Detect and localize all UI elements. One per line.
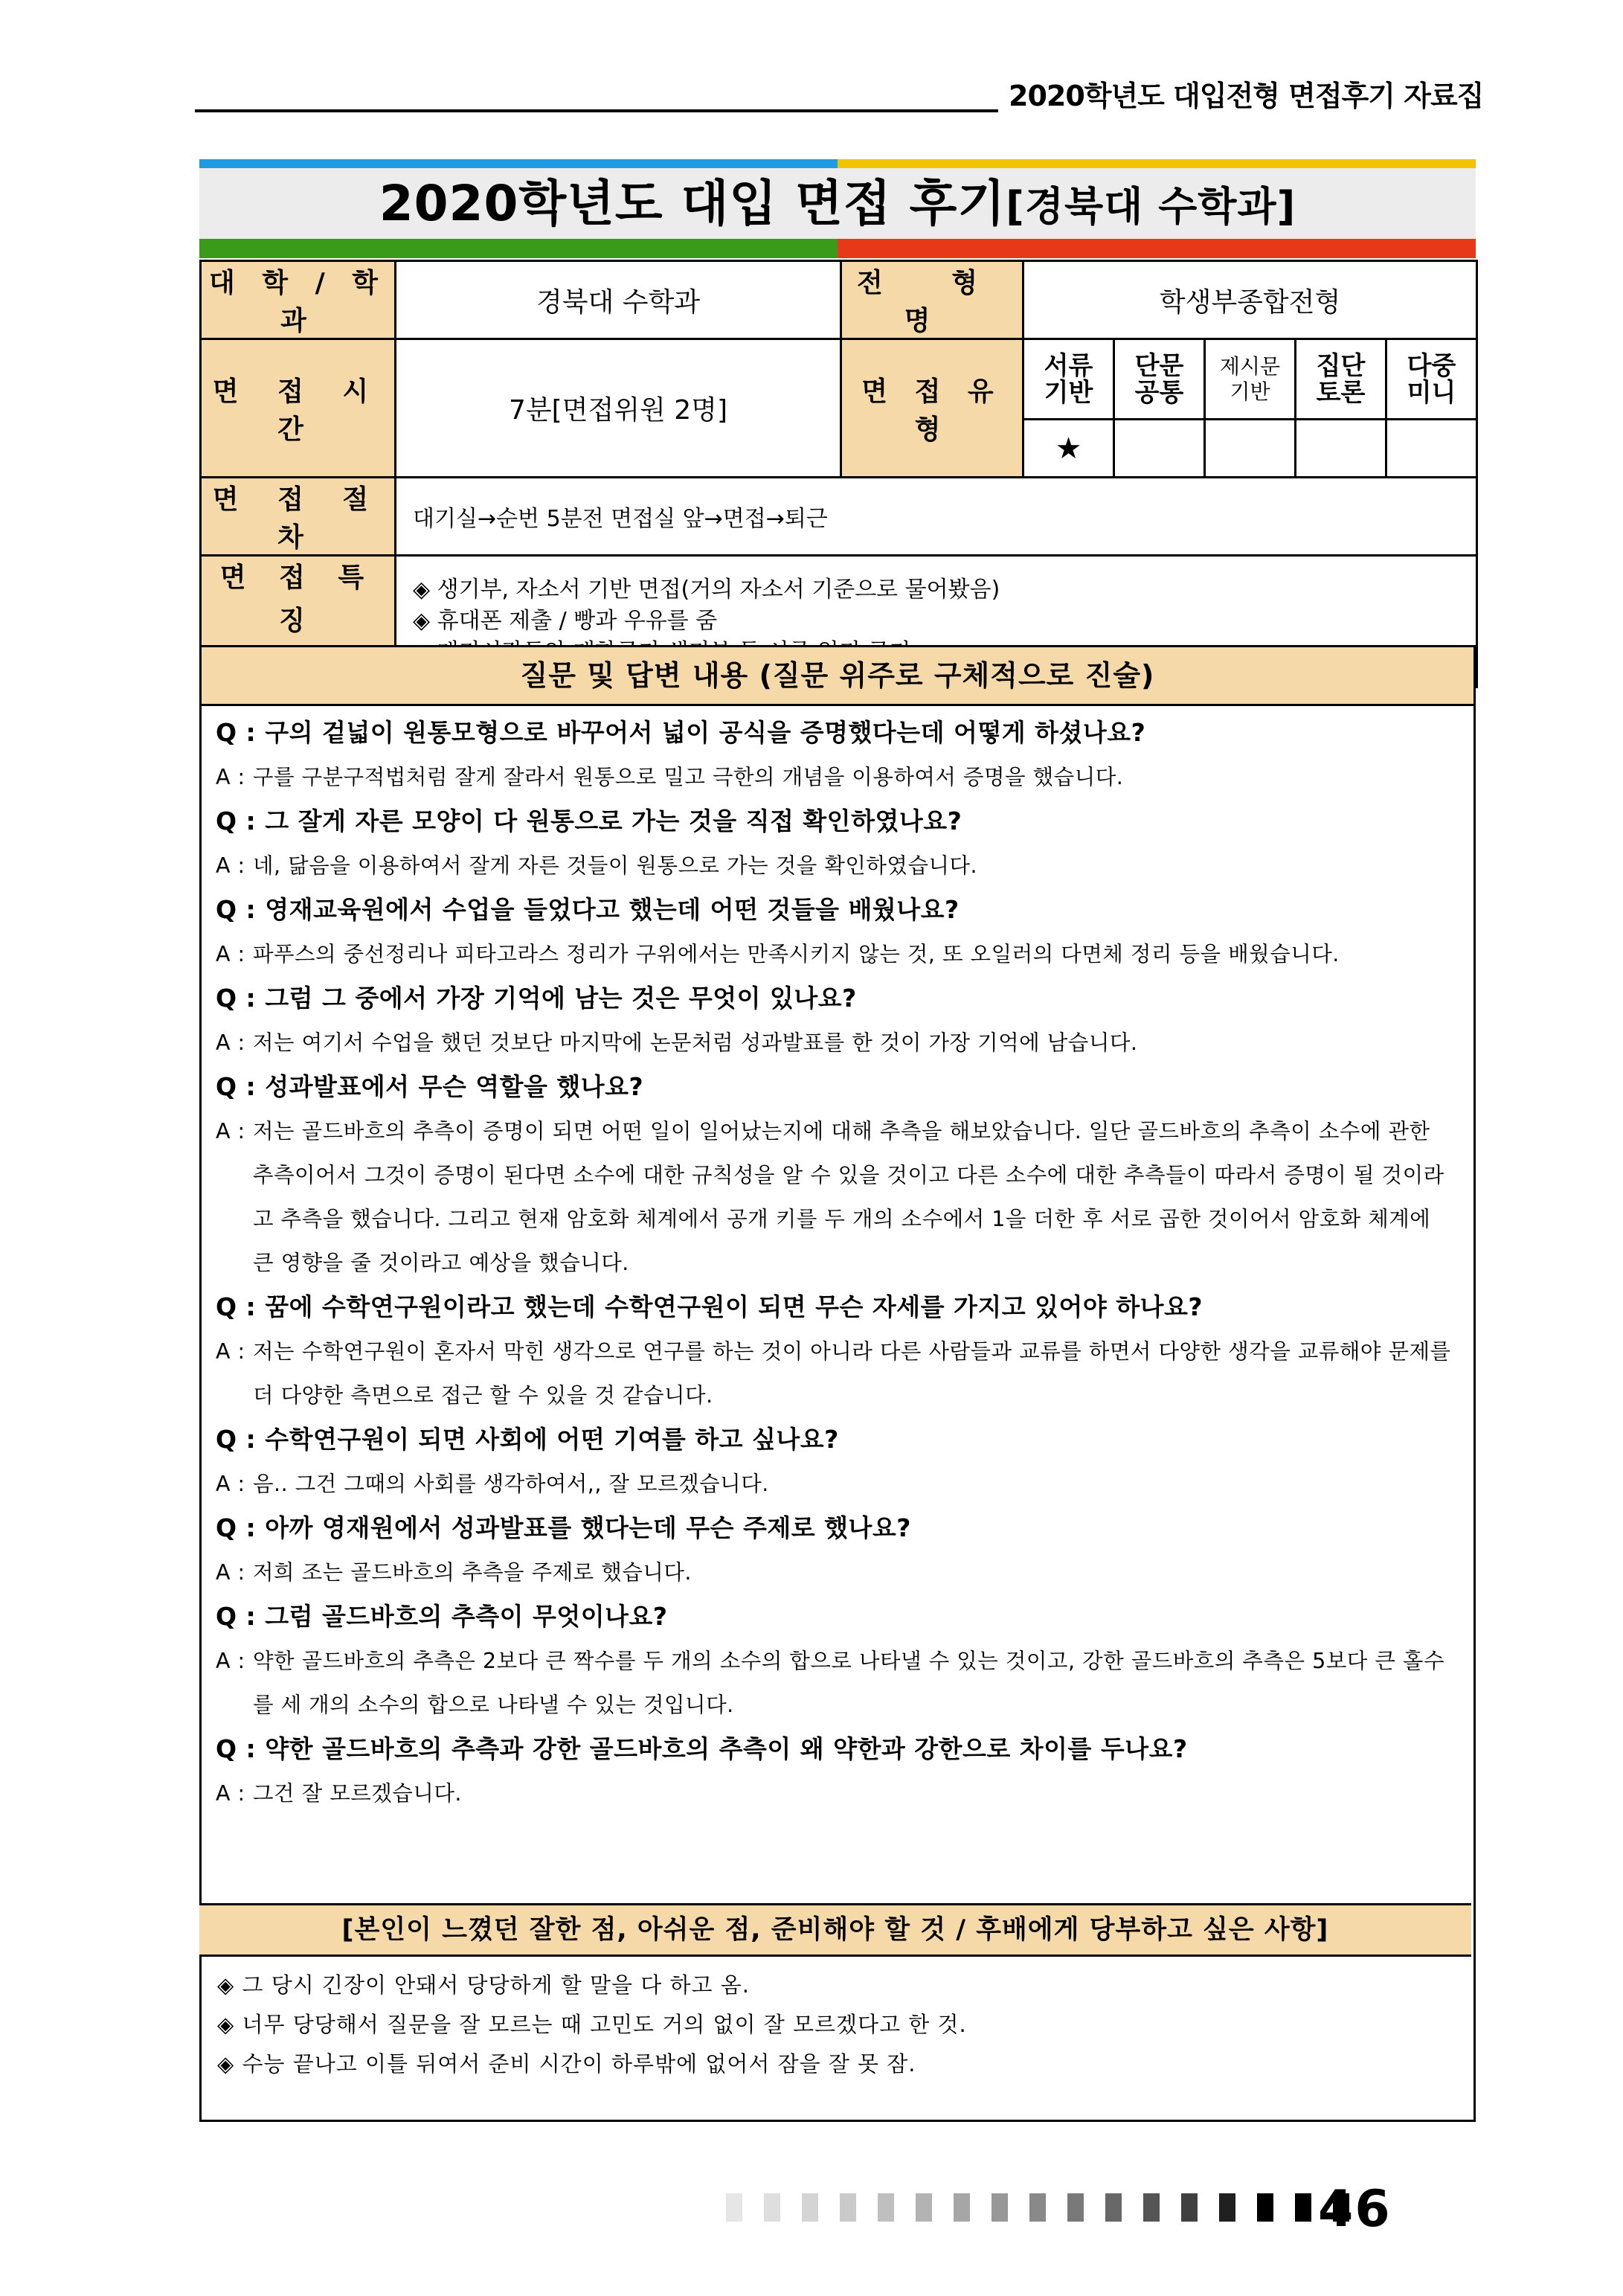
title-band-top <box>199 159 1476 168</box>
reflection-item: ◈ 그 당시 긴장이 안돼서 당당하게 할 말을 다 하고 옴. <box>217 1972 750 1998</box>
page-bar <box>954 2193 970 2222</box>
answer <box>216 1771 1458 1815</box>
answer-text: 저는 수학연구원이 혼자서 막힌 생각으로 연구를 하는 것이 아니라 다른 사람들과 교류를 하면서 다양한 생각을 교류해야 문제를 더 다양한 측면으로 접근 할 수 있을 것 같습니다. <box>253 1339 1451 1408</box>
answer-text: 약한 골드바흐의 추측은 2보다 큰 짝수를 두 개의 소수의 합으로 나타낼 수 있는 것이고, 강한 골드바흐의 추측은 5보다 큰 홀수를 세 개의 소수의 합으로 나타낼 수 있는 것입니다. <box>253 1649 1444 1717</box>
question: Q : 꿈에 수학연구원이라고 했는데 수학연구원이 되면 무슨 자세를 가지고 있어야 하나요? <box>216 1292 1203 1321</box>
type-multi-mini: 다중 미니 <box>1386 339 1477 420</box>
answer-prefix: A : <box>216 1030 245 1055</box>
reflection-item: ◈ 수능 끝나고 이틀 뒤여서 준비 시간이 하루밖에 없어서 잠을 잘 못 잠. <box>217 2051 916 2077</box>
answer <box>216 1021 1458 1065</box>
qa-heading: 질문 및 답변 내용 (질문 위주로 구체적으로 진술) <box>199 645 1476 706</box>
page-bar <box>764 2193 780 2222</box>
answer-prefix: A : <box>216 1781 245 1806</box>
running-title: 2020학년도 대입전형 면접후기 자료집 <box>1009 80 1484 112</box>
page-bar <box>1295 2193 1311 2222</box>
univ-value: 경북대 수학과 <box>396 261 841 339</box>
reflection-heading: [본인이 느꼈던 잘한 점, 아쉬운 점, 준비해야 할 것 / 후배에게 당부하고 싶은 사항] <box>199 1903 1471 1957</box>
features-label-main: 면 접 특 징 <box>219 562 376 636</box>
answer-prefix: A : <box>216 1649 245 1673</box>
type-passage-based: 제시문 기반 <box>1205 339 1296 420</box>
univ-label: 대 학 / 학 과 <box>201 261 396 339</box>
time-label: 면 접 시 간 <box>201 339 396 478</box>
answer-text: 네, 닮음을 이용하여서 잘게 자른 것들이 원통으로 가는 것을 확인하였습니다. <box>253 853 978 878</box>
answer-prefix: A : <box>216 1119 245 1144</box>
page-bar <box>726 2193 742 2222</box>
page-bar <box>1257 2193 1273 2222</box>
answer <box>216 1330 1458 1417</box>
page-bar <box>878 2193 894 2222</box>
question: Q : 영재교육원에서 수업을 들었다고 했는데 어떤 것들을 배웠나요? <box>216 895 960 924</box>
admission-label: 전 형 명 <box>841 261 1023 339</box>
type-cell-empty <box>1296 420 1386 478</box>
page-number: 46 <box>1318 2180 1392 2239</box>
selected-star-icon: ★ <box>1023 420 1114 478</box>
title-band-bottom <box>199 239 1476 258</box>
question: Q : 그럼 그 중에서 가장 기억에 남는 것은 무엇이 있나요? <box>216 984 857 1013</box>
question: Q : 그럼 골드바흐의 추측이 무엇이나요? <box>216 1602 668 1631</box>
answer <box>216 844 1458 888</box>
answer <box>216 932 1458 976</box>
page-bar <box>1029 2193 1046 2222</box>
answer-text: 저는 골드바흐의 추측이 증명이 되면 어떤 일이 일어났는지에 대해 추측을 해보았습니다. 일단 골드바흐의 추측이 소수에 관한 추측이어서 그것이 증명이 된다면 소수에 대한 규칙성을 알 수 있을 것이고 다른 소수에 대한 추측들이 따라서 증명이 될 것이라고 추측을 했습니다. 그리고 현재 암호화 체계에서 공개 키를 두 개의 소수에서 1을 더한 후 서로 곱한 것이어서 암호화 체계에 큰 영향을 줄 것이라고 예상을 했습니다. <box>253 1119 1444 1275</box>
page-bar <box>1143 2193 1160 2222</box>
answer-prefix: A : <box>216 1472 245 1496</box>
type-short-common: 단문 공통 <box>1114 339 1205 420</box>
answer <box>216 1109 1458 1285</box>
feature-item: ◈ 휴대폰 제출 / 빵과 우유를 줌 <box>413 608 718 634</box>
page-title-main: 2020학년도 대입 면접 후기 <box>379 175 1006 232</box>
qa-list <box>216 711 1458 1815</box>
page-bar <box>1105 2193 1122 2222</box>
page-title <box>199 168 1476 239</box>
interview-info-table <box>199 260 1478 688</box>
page-bar <box>840 2193 856 2222</box>
reflection-list <box>217 1966 1452 2084</box>
question: Q : 약한 골드바흐의 추측과 강한 골드바흐의 추측이 왜 약한과 강한으로 차이를 두나요? <box>216 1734 1188 1763</box>
answer <box>216 755 1458 799</box>
answer-prefix: A : <box>216 1339 245 1364</box>
answer <box>216 1462 1458 1506</box>
page-bar <box>1219 2193 1235 2222</box>
reflection-item: ◈ 너무 당당해서 질문을 잘 모르는 때 고민도 거의 없이 잘 모르겠다고 한 것. <box>217 2012 967 2037</box>
answer-text: 파푸스의 중선정리나 피타고라스 정리가 구위에서는 만족시키지 않는 것, 또 오일러의 다면체 정리 등을 배웠습니다. <box>253 942 1340 966</box>
type-cell-empty <box>1114 420 1205 478</box>
answer-text: 저는 여기서 수업을 했던 것보단 마지막에 논문처럼 성과발표를 한 것이 가장 기억에 남습니다. <box>253 1030 1138 1055</box>
answer-prefix: A : <box>216 765 245 789</box>
type-label: 면 접 유 형 <box>841 339 1023 478</box>
page-bar <box>802 2193 818 2222</box>
answer-prefix: A : <box>216 1560 245 1585</box>
time-value: 7분[면접위원 2명] <box>396 339 841 478</box>
answer-prefix: A : <box>216 853 245 878</box>
answer-text: 음.. 그건 그때의 사회를 생각하여서,, 잘 모르겠습니다. <box>253 1472 769 1496</box>
question: Q : 수학연구원이 되면 사회에 어떤 기여를 하고 싶나요? <box>216 1425 839 1454</box>
header-rule <box>195 109 998 112</box>
page-title-sub: [경북대 수학과] <box>1006 183 1296 230</box>
answer <box>216 1639 1458 1727</box>
type-document-based: 서류 기반 <box>1023 339 1114 420</box>
type-group-discussion: 집단 토론 <box>1296 339 1386 420</box>
answer-text: 그건 잘 모르겠습니다. <box>253 1781 462 1806</box>
answer-text: 구를 구분구적법처럼 잘게 잘라서 원통으로 밀고 극한의 개념을 이용하여서 증명을 했습니다. <box>253 765 1124 789</box>
page-bar <box>916 2193 932 2222</box>
page-bar <box>1181 2193 1198 2222</box>
question: Q : 아까 영재원에서 성과발표를 했다는데 무슨 주제로 했나요? <box>216 1513 911 1542</box>
admission-value: 학생부종합전형 <box>1023 261 1477 339</box>
procedure-label: 면 접 절 차 <box>201 478 396 556</box>
question: Q : 구의 겉넓이 원통모형으로 바꾸어서 넓이 공식을 증명했다는데 어떻게 하셨나요? <box>216 718 1146 747</box>
feature-item: ◈ 생기부, 자소서 기반 면접(거의 자소서 기준으로 물어봤음) <box>413 577 1000 603</box>
procedure-value: 대기실→순번 5분전 면접실 앞→면접→퇴근 <box>396 478 1477 556</box>
type-cell-empty <box>1205 420 1296 478</box>
question: Q : 그 잘게 자른 모양이 다 원통으로 가는 것을 직접 확인하였나요? <box>216 807 962 836</box>
answer-prefix: A : <box>216 942 245 966</box>
type-cell-empty <box>1386 420 1477 478</box>
page-bar <box>992 2193 1008 2222</box>
page-bar <box>1067 2193 1084 2222</box>
question: Q : 성과발표에서 무슨 역할을 했나요? <box>216 1072 644 1101</box>
answer <box>216 1551 1458 1594</box>
answer-text: 저희 조는 골드바흐의 추측을 주제로 했습니다. <box>253 1560 692 1585</box>
